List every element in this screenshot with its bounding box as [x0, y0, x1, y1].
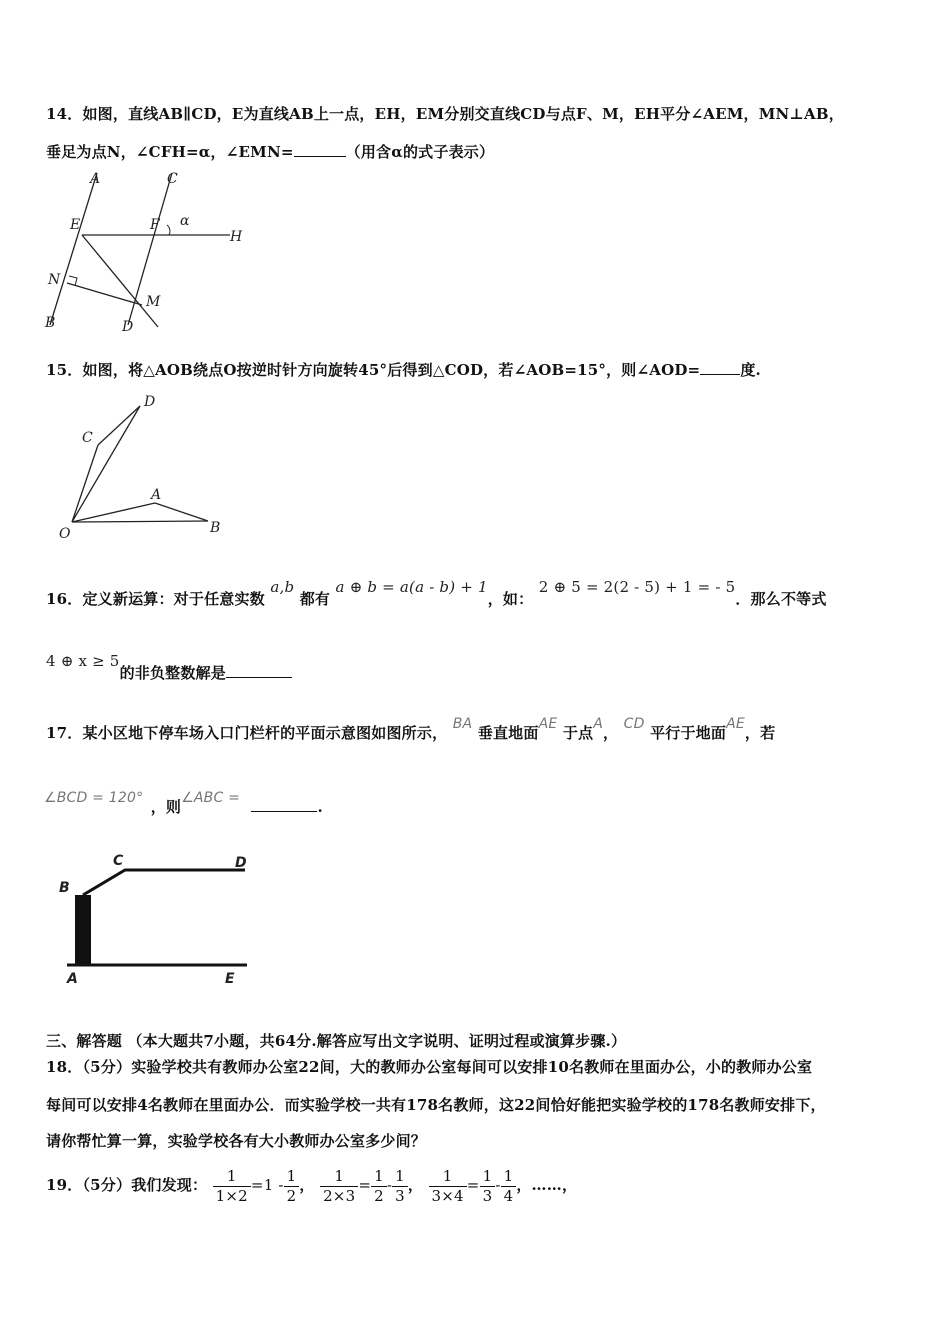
- q19-eq2-r1-frac: [371, 1167, 387, 1206]
- q16-definition: a ⊕ b = a(a - b) + 1: [335, 578, 488, 596]
- q18-line-3: 请你帮忙算一算，实验学校各有大小教师办公室多少间？: [46, 1132, 427, 1150]
- q16-inequality: 4 ⊕ x ≥ 5: [46, 652, 120, 670]
- q19-eq2-r2-den: 3: [395, 1186, 405, 1205]
- q17-text-6: ，若: [744, 724, 776, 742]
- q15-text-a: 15．如图，将△AOB绕点O按逆时针方向旋转45°后得到△COD，若∠AOB=15°，则∠AOD=: [46, 361, 701, 379]
- q15-figure: [50, 390, 240, 545]
- q16-text-4: ．那么不等式: [735, 590, 827, 608]
- q17-angle-abc: ∠ABC =: [181, 790, 240, 806]
- q19-eq1-right-num: 1: [284, 1167, 300, 1187]
- q19-eq1-left-num: 1: [213, 1167, 251, 1187]
- q17-cd: CD: [623, 716, 645, 732]
- q19-eq3-mid: =: [466, 1176, 480, 1194]
- q19-eq2-mid: =: [358, 1176, 372, 1194]
- q14-text-a: 垂足为点N，∠CFH=α，∠EMN=: [46, 143, 294, 161]
- q17-text-4: ，: [603, 724, 619, 742]
- q17-text-1: 17．某小区地下停车场入口门栏杆的平面示意图如图所示，: [46, 724, 448, 742]
- q17-label-c: C: [113, 853, 124, 869]
- q19-sep-1: ，: [299, 1176, 315, 1194]
- q15-text-b: 度.: [740, 361, 761, 379]
- q15-answer-blank: [700, 360, 740, 375]
- q16-answer-blank: [226, 663, 292, 678]
- q17-text-2: 垂直地面: [477, 724, 539, 742]
- q14-line-2: [46, 141, 494, 162]
- q19-eq2-r2-frac: [392, 1167, 408, 1206]
- q14-label-alpha: α: [180, 213, 190, 229]
- q19-eq2-left-num: 1: [320, 1167, 358, 1187]
- q16-text-2: 都有: [299, 590, 331, 608]
- q16-text-1: 16．定义新运算：对于任意实数: [46, 590, 265, 608]
- q16-line-2: [46, 652, 292, 683]
- q17-text-7: ，则: [150, 798, 182, 816]
- q19-eq2-left-den: 2×3: [323, 1186, 356, 1205]
- q19-eq2-r1-den: 2: [374, 1186, 384, 1205]
- q19-line: [46, 1166, 577, 1206]
- q17-angle-bcd: ∠BCD = 120°: [44, 790, 144, 806]
- q14-line-1: 14．如图，直线AB∥CD，E为直线AB上一点，EH，EM分别交直线CD与点F、M，EH平分∠AEM，MN⊥AB，: [46, 105, 844, 123]
- q17-label-e: E: [225, 971, 235, 987]
- q17-text-8: .: [317, 798, 323, 816]
- q19-eq3-left-num: 1: [429, 1167, 467, 1187]
- q18-line-2: 每间可以安排4名教师在里面办公．而实验学校一共有178名教师，这22间恰好能把实验学校的178名教师安排下，: [46, 1096, 826, 1114]
- q19-eq1-left-den: 1×2: [215, 1186, 248, 1205]
- q17-point-a: A: [593, 716, 604, 732]
- q19-tail: ，……，: [516, 1176, 578, 1194]
- q14-label-e: E: [70, 217, 81, 233]
- q19-eq3-minus: -: [495, 1176, 501, 1194]
- q15-label-o: O: [59, 526, 71, 542]
- q19-eq1-mid: =1 -: [250, 1176, 284, 1194]
- q14-label-a: A: [90, 171, 101, 187]
- q19-eq2-left-frac: [320, 1167, 358, 1206]
- q14-answer-blank: [294, 142, 346, 157]
- q19-sep-2: ，: [407, 1176, 424, 1194]
- q17-label-a: A: [67, 971, 78, 987]
- q17-line-1: [46, 716, 776, 743]
- q19-eq3-r2-frac: [501, 1167, 517, 1206]
- q14-label-m: M: [146, 294, 161, 310]
- q19-eq2-r2-num: 1: [392, 1167, 408, 1187]
- q14-text-b: （用含α的式子表示）: [345, 143, 495, 161]
- q16-vars: a,b: [270, 578, 295, 596]
- q15-label-b: B: [210, 520, 221, 536]
- q19-eq3-r1-den: 3: [482, 1186, 493, 1205]
- q19-eq1-right-frac: [284, 1167, 300, 1206]
- q17-ae-1: AE: [538, 716, 558, 732]
- q14-label-d: D: [122, 319, 134, 335]
- q14-label-n: N: [48, 272, 61, 288]
- q14-figure: [40, 165, 260, 337]
- q19-eq3-r1-num: 1: [480, 1167, 496, 1187]
- q16-text-3: ，如：: [487, 590, 534, 608]
- q19-eq2-minus: -: [386, 1176, 393, 1194]
- q16-example: 2 ⊕ 5 = 2(2 - 5) + 1 = - 5: [538, 578, 736, 596]
- q17-line-2: [44, 790, 323, 817]
- q14-label-b: B: [45, 315, 56, 331]
- q19-eq3-left-frac: [429, 1167, 467, 1206]
- q19-eq2-r1-num: 1: [371, 1167, 387, 1187]
- section-3-heading: 三、解答题 （本大题共7小题，共64分.解答应写出文字说明、证明过程或演算步骤.）: [46, 1032, 627, 1050]
- q15-label-d: D: [144, 394, 156, 410]
- q14-label-f: F: [150, 217, 160, 233]
- q16-text-5: 的非负整数解是: [119, 664, 226, 682]
- q17-label-b: B: [59, 880, 70, 896]
- q17-answer-blank: [251, 797, 317, 812]
- q18-line-1: 18．（5分）实验学校共有教师办公室22间，大的教师办公室每间可以安排10名教师在里面办公，小的教师办公室: [46, 1058, 813, 1076]
- q17-text-5: 平行于地面: [650, 724, 727, 742]
- q17-figure: [55, 845, 270, 990]
- q19-eq1-right-den: 2: [286, 1186, 297, 1205]
- q17-label-d: D: [235, 855, 247, 871]
- q17-ba: BA: [452, 716, 473, 732]
- q19-eq3-r2-num: 1: [501, 1167, 517, 1187]
- q15-line: [46, 359, 761, 380]
- q19-eq3-r1-frac: [480, 1167, 496, 1206]
- q17-text-3: 于点: [562, 724, 594, 742]
- q17-ae-2: AE: [726, 716, 745, 732]
- q19-eq3-r2-den: 4: [503, 1186, 514, 1205]
- q15-label-c: C: [82, 430, 93, 446]
- q19-eq1-left-frac: [213, 1167, 251, 1206]
- q19-lead: 19．（5分）我们发现：: [46, 1176, 208, 1194]
- q14-label-h: H: [230, 229, 243, 245]
- q14-label-c: C: [167, 171, 178, 187]
- q15-label-a: A: [151, 487, 162, 503]
- q19-eq3-left-den: 3×4: [431, 1186, 464, 1205]
- q16-line-1: [46, 578, 827, 609]
